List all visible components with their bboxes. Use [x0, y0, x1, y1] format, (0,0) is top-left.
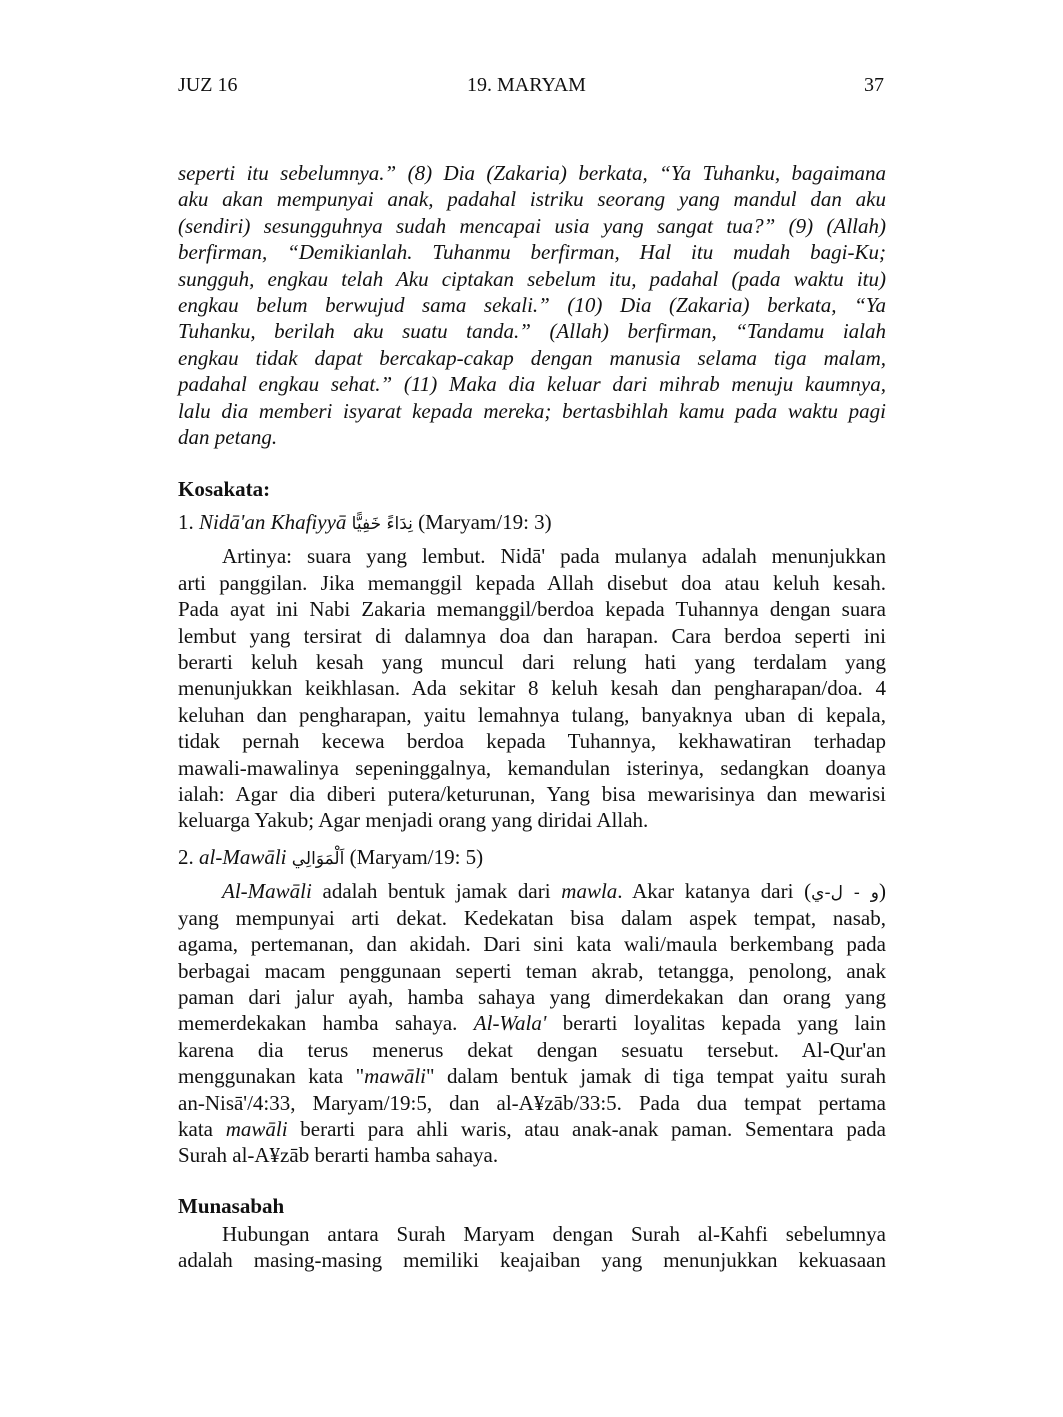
text-segment: yang mempunyai arti dekat. Kedekatan bisa dalam aspek tempat, nasab, — [178, 905, 886, 930]
text-segment: kata — [178, 1116, 226, 1141]
kosakata-item-1 — [178, 509, 886, 834]
text-line — [178, 1063, 886, 1089]
text-segment: agama, pertemanan, dan akidah. Dari sini kata wali/maula berkembang pada — [178, 932, 886, 957]
munasabah-paragraph — [178, 1221, 886, 1274]
text-segment: . Akar katanya dari ( — [617, 879, 812, 904]
text-segment: mawla — [561, 879, 618, 904]
text-segment: menggunakan kata " — [178, 1064, 365, 1089]
text-line: seperti itu sebelumnya.” (8) Dia (Zakaria) berkata, “Ya Tuhanku, bagaimana — [178, 161, 886, 185]
title-segment: (Maryam/19: 5) — [344, 845, 484, 869]
text-segment: keluarga Yakub; Agar menjadi orang yang diridai Allah. — [178, 808, 649, 833]
text-line — [178, 1116, 886, 1142]
kosakata-heading: Kosakata: — [178, 477, 271, 501]
text-segment: berarti keluh kesah yang muncul dari relung hati yang terdalam yang — [178, 649, 886, 674]
text-line — [178, 755, 886, 781]
text-segment: Artinya: suara yang lembut. Nidā' pada mulanya adalah menunjukkan — [222, 544, 886, 569]
text-segment: mawāli — [364, 1064, 426, 1089]
arabic-root: و - ل-ي — [811, 883, 879, 904]
text-line — [178, 781, 886, 807]
text-segment: Surah al-A¥zāb berarti hamba sahaya. — [178, 1143, 499, 1168]
kosakata-item-2 — [178, 844, 886, 1169]
text-segment: menunjukkan keikhlasan. Ada sekitar 8 keluh kesah dan pengharapan/doa. 4 — [178, 676, 886, 701]
text-line — [178, 905, 886, 931]
text-line: (sendiri) sesungguhnya sudah mencapai usia yang sangat tua?” (9) (Allah) — [178, 213, 886, 238]
kosakata-term-title — [178, 844, 886, 870]
text-segment: ialah: Agar dia diberi putera/keturunan, Yang bisa mewarisinya dan mewarisi — [178, 781, 886, 806]
text-line: aku akan mempunyai anak, padahal istriku seorang yang mandul dan aku — [178, 187, 886, 212]
text-segment: Al-Mawāli — [222, 879, 312, 904]
text-segment: berbagai macam penggunaan seperti teman akrab, tetangga, penolong, anak — [178, 958, 886, 983]
kosakata-term-title — [178, 509, 886, 535]
title-segment: (Maryam/19: 3) — [412, 510, 552, 534]
text-segment: Al-Wala' — [473, 1011, 547, 1036]
text-segment: an-Nisā'/4:33, Maryam/19:5, dan al-A¥zāb/33:5. Pada dua tempat pertama — [178, 1090, 886, 1115]
text-line — [178, 931, 886, 957]
text-line — [178, 1142, 886, 1168]
text-line — [178, 984, 886, 1010]
title-segment: 1. — [178, 510, 199, 534]
title-segment: al-Mawāli — [199, 845, 287, 869]
running-head-juz: JUZ 16 — [178, 74, 238, 96]
text-line — [178, 728, 886, 754]
text-line: sungguh, engkau telah Aku ciptakan sebelum itu, padahal (pada waktu itu) — [178, 266, 886, 291]
text-line: engkau belum berwujud sama sekali.” (10) Dia (Zakaria) berkata, “Ya — [178, 292, 886, 317]
text-segment: tidak pernah kecewa berdoa kepada Tuhannya, kekhawatiran terhadap — [178, 729, 886, 754]
text-line — [178, 649, 886, 675]
translation-paragraph — [178, 160, 886, 450]
text-line: padahal engkau sehat.” (11) Maka dia keluar dari mihrab menuju kaumnya, — [178, 372, 886, 397]
text-line — [178, 570, 886, 596]
text-segment: Pada ayat ini Nabi Zakaria memanggil/berdoa kepada Tuhannya dengan suara — [178, 597, 886, 622]
text-segment: mawali-mawalinya sepeninggalnya, kemandulan isterinya, sedangkan doanya — [178, 755, 886, 780]
text-segment: memerdekakan hamba sahaya. — [178, 1011, 474, 1036]
text-segment: keluhan dan pengharapan, yaitu lemahnya tulang, banyaknya uban di kepala, — [178, 702, 886, 727]
title-segment: Nidā'an Khafiyyā — [199, 510, 347, 534]
text-line — [178, 596, 886, 622]
text-segment: " dalam bentuk jamak di tiga tempat yaitu surah — [426, 1064, 886, 1089]
title-segment: 2. — [178, 845, 199, 869]
text-segment: berarti para ahli waris, atau anak-anak paman. Sementara pada — [287, 1116, 886, 1141]
text-segment: karena dia terus menerus dekat dengan sesuatu tersebut. Al-Qur'an — [178, 1037, 886, 1062]
text-line: engkau tidak dapat bercakap-cakap dengan manusia selama tiga malam, — [178, 345, 886, 370]
text-segment: adalah bentuk jamak dari — [311, 879, 562, 904]
text-segment: berarti loyalitas kepada yang lain — [546, 1011, 886, 1036]
text-segment: mawāli — [225, 1116, 288, 1141]
arabic-term: نِدَاءً خَفِيًّا — [351, 514, 413, 534]
text-line: lalu dia memberi isyarat kepada mereka; bertasbihlah kamu pada waktu pagi — [178, 398, 886, 423]
arabic-term: اَلْمَوَالِي — [291, 849, 345, 869]
text-line: berfirman, “Demikianlah. Tuhanmu berfirman, Hal itu mudah bagi-Ku; — [178, 240, 886, 265]
text-line: dan petang. — [178, 424, 278, 449]
text-line: Hubungan antara Surah Maryam dengan Surah al-Kahfi sebelumnya — [222, 1222, 886, 1246]
text-line: Tuhanku, berilah aku suatu tanda.” (Allah) berfirman, “Tandamu ialah — [178, 319, 886, 344]
text-line — [178, 958, 886, 984]
running-head-surah: 19. MARYAM — [467, 74, 586, 96]
text-line — [178, 623, 886, 649]
text-line — [178, 878, 886, 904]
text-line — [178, 1037, 886, 1063]
text-line — [178, 675, 886, 701]
page-number: 37 — [864, 74, 884, 96]
text-line — [178, 702, 886, 728]
text-line — [178, 807, 886, 833]
text-line — [178, 1010, 886, 1036]
text-segment: arti panggilan. Jika memanggil kepada Allah disebut doa atau keluh kesah. — [178, 570, 886, 595]
munasabah-heading: Munasabah — [178, 1194, 285, 1218]
text-segment: ) — [879, 879, 886, 904]
text-segment: lembut yang tersirat di dalamnya doa dan harapan. Cara berdoa seperti ini — [178, 623, 886, 648]
text-segment: paman dari jalur ayah, hamba sahaya yang dimerdekakan dan orang yang — [178, 984, 886, 1009]
text-line: adalah masing-masing memiliki keajaiban yang menunjukkan kekuasaan — [178, 1248, 886, 1273]
text-line — [178, 1090, 886, 1116]
text-line — [178, 543, 886, 569]
